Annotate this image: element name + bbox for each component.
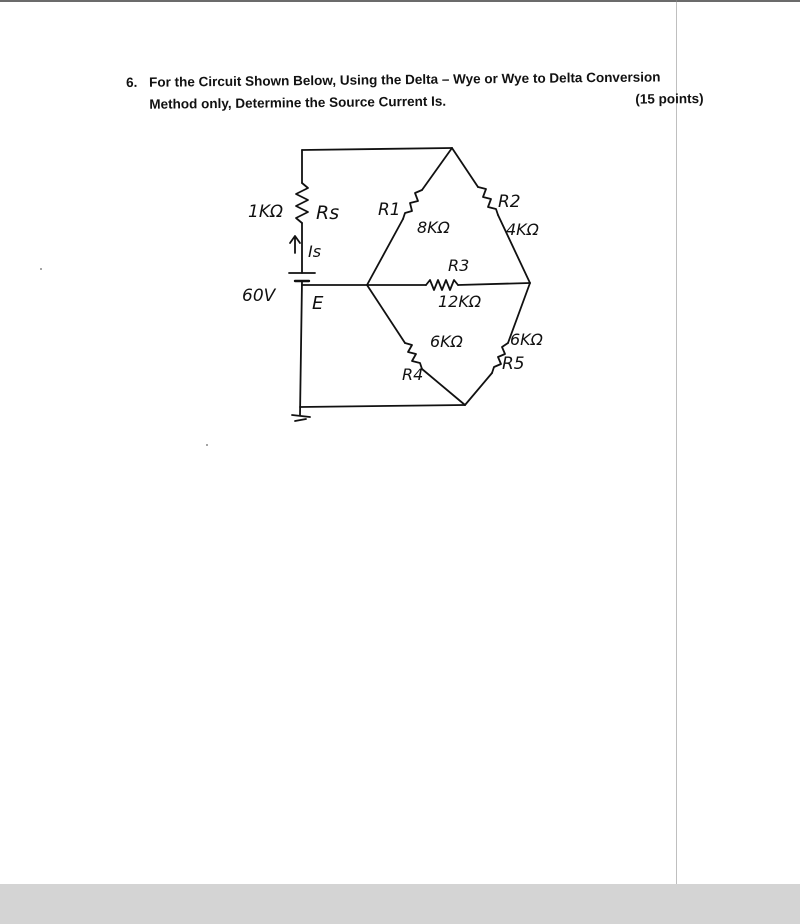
wire-r1-lower xyxy=(367,219,403,285)
wire-top xyxy=(302,148,452,150)
rs-name-label: Rs xyxy=(316,202,340,224)
r5-name-label: R5 xyxy=(502,354,525,374)
rs-value-label: 1KΩ xyxy=(248,202,283,222)
source-name-label: E xyxy=(312,293,324,314)
is-label: Is xyxy=(308,242,322,261)
wire-bottom xyxy=(300,405,465,407)
top-border xyxy=(0,0,800,2)
resistor-rs xyxy=(296,183,308,223)
r2-value-label: 4KΩ xyxy=(506,220,539,239)
points-label: (15 points) xyxy=(635,90,704,107)
r1-name-label: R1 xyxy=(378,200,401,220)
r4-name-label: R4 xyxy=(402,365,424,384)
question-text-line-1: For the Circuit Shown Below, Using the Delta – Wye or Wye to Delta Conversion xyxy=(149,69,661,90)
current-arrow xyxy=(290,236,300,253)
wire-r5-lower xyxy=(465,373,492,405)
ground-mark xyxy=(292,415,310,421)
r1-value-label: 8KΩ xyxy=(417,218,450,237)
wire-left-bottom xyxy=(300,281,302,415)
resistor-r3 xyxy=(426,280,458,290)
resistor-r1 xyxy=(403,190,422,219)
question-text-line-2: Method only, Determine the Source Current Is. xyxy=(149,93,447,112)
r5-value-label: 6KΩ xyxy=(510,330,543,349)
scan-speck xyxy=(40,268,42,270)
resistor-r2 xyxy=(478,187,498,215)
source-value-label: 60V xyxy=(242,286,276,306)
problem-statement xyxy=(126,66,726,112)
r3-name-label: R3 xyxy=(448,256,470,275)
viewer-bottom-band xyxy=(0,884,800,924)
r3-value-label: 12KΩ xyxy=(438,292,482,311)
wire-r1-upper xyxy=(422,148,452,190)
wire-r3-right xyxy=(458,283,530,285)
circuit-diagram xyxy=(240,135,590,435)
r2-name-label: R2 xyxy=(498,192,521,212)
scan-line xyxy=(676,0,677,884)
wire-r4-upper xyxy=(367,285,405,343)
question-number: 6. xyxy=(126,74,138,90)
scan-speck xyxy=(206,444,208,446)
r4-value-label: 6KΩ xyxy=(430,332,463,351)
wire-r4-lower xyxy=(422,369,465,405)
wire-r2-upper xyxy=(452,148,478,187)
